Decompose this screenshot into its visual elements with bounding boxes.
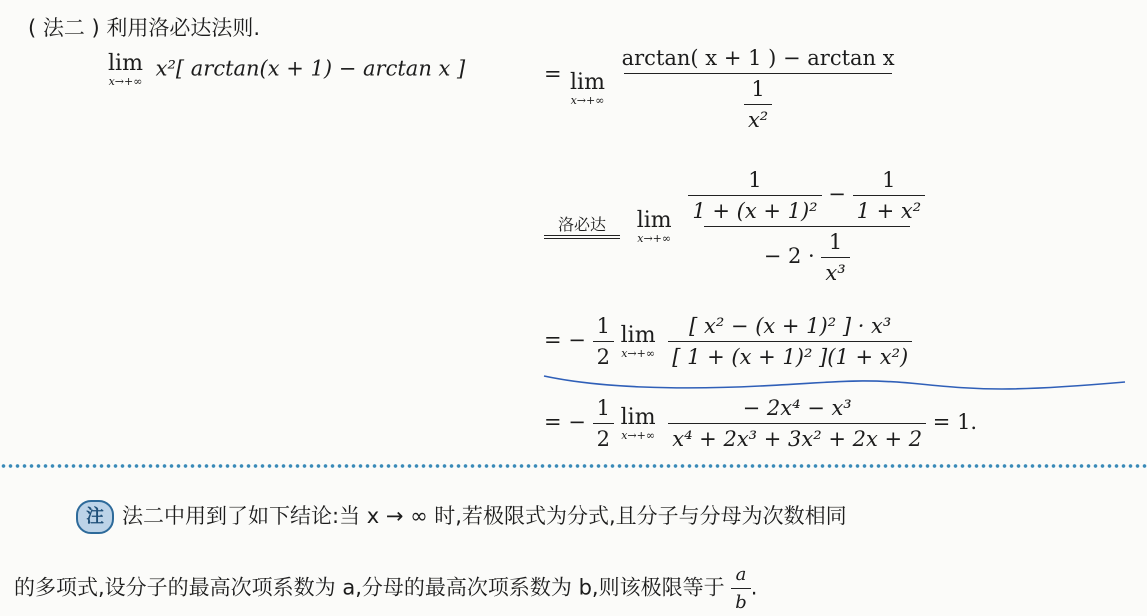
limit-expression: x²[ arctan(x + 1) − arctan x ] — [155, 56, 466, 81]
term-2 — [853, 168, 926, 223]
note-line-2 — [14, 564, 757, 613]
equals-minus: = − — [544, 328, 586, 352]
half-den: 2 — [593, 341, 614, 369]
limit-operator — [108, 52, 143, 88]
main-fraction — [668, 396, 926, 451]
inner-numerator: 1 — [828, 230, 843, 254]
term-1 — [688, 168, 821, 223]
main-fraction — [668, 314, 912, 369]
inner-fraction — [821, 230, 849, 285]
note-text-1: 法二中用到了如下结论:当 x → ∞ 时,若极限式为分式,且分子与分母为次数相同 — [122, 504, 847, 528]
tag-label: 洛必达 — [557, 214, 606, 234]
method-heading: ( 法二 ) 利用洛必达法则. — [28, 16, 261, 40]
fraction-denominator — [624, 73, 892, 132]
result: = 1. — [932, 410, 978, 434]
lim-word: lim — [570, 70, 605, 95]
ratio-den: b — [731, 588, 751, 613]
equation-line-4 — [544, 396, 977, 451]
note-badge-icon: 注 — [76, 500, 114, 534]
fraction-numerator: arctan( x + 1 ) − arctan x — [621, 46, 895, 70]
half-num: 1 — [596, 314, 610, 338]
equals-sign: = — [544, 62, 562, 86]
main-fraction — [618, 46, 899, 132]
lim-word: lim — [108, 51, 143, 76]
equals-minus: = − — [544, 410, 586, 434]
half-den: 2 — [593, 423, 614, 451]
half-fraction — [593, 314, 614, 369]
fraction-numerator: − 2x⁴ − x³ — [742, 396, 852, 420]
limit-operator — [621, 324, 656, 360]
fraction-denominator — [704, 226, 910, 285]
ratio-fraction — [731, 564, 751, 613]
term-1-num: 1 — [748, 168, 762, 192]
limit-operator — [570, 71, 605, 107]
lim-subscript: x→+∞ — [621, 428, 655, 442]
limit-operator — [621, 406, 656, 442]
half-num: 1 — [596, 396, 610, 420]
period: . — [750, 575, 758, 600]
equation-line-2 — [544, 168, 929, 285]
term-2-den: 1 + x² — [853, 195, 926, 223]
note-text-2: 的多项式,设分子的最高次项系数为 a,分母的最高次项系数为 b,则该极限等于 — [14, 575, 725, 600]
note-line-1 — [76, 500, 847, 534]
equation-line-1 — [108, 52, 465, 88]
fraction-denominator: x⁴ + 2x³ + 3x² + 2x + 2 — [668, 423, 926, 451]
fraction-denominator: [ 1 + (x + 1)² ](1 + x²) — [668, 341, 912, 369]
inner-numerator: 1 — [751, 77, 765, 101]
lim-subscript: x→+∞ — [621, 346, 655, 360]
inner-denominator: x³ — [821, 257, 849, 285]
main-fraction — [684, 168, 929, 285]
lhopital-tag — [544, 215, 620, 239]
handwritten-underline — [540, 370, 1130, 396]
minus-sign: − — [828, 182, 846, 206]
lim-subscript: x→+∞ — [637, 231, 672, 245]
dotted-divider — [0, 462, 1147, 470]
fraction-numerator: [ x² − (x + 1)² ] · x³ — [689, 314, 892, 338]
half-fraction — [593, 396, 614, 451]
lim-word: lim — [636, 207, 672, 233]
fraction-numerator — [684, 168, 929, 226]
limit-operator — [637, 209, 672, 245]
lim-word: lim — [620, 404, 656, 430]
double-bar — [544, 235, 620, 239]
lim-subscript: x→+∞ — [570, 94, 605, 107]
lim-word: lim — [620, 322, 656, 348]
ratio-num: a — [735, 564, 747, 585]
term-2-num: 1 — [882, 168, 896, 192]
equation-line-3 — [544, 314, 912, 369]
inner-fraction — [744, 77, 772, 132]
lim-subscript: x→+∞ — [108, 75, 143, 88]
denominator-coefficient: − 2 · — [763, 244, 815, 268]
term-1-den: 1 + (x + 1)² — [688, 195, 821, 223]
equation-line-1-rhs — [570, 46, 899, 132]
inner-denominator: x² — [744, 104, 772, 132]
